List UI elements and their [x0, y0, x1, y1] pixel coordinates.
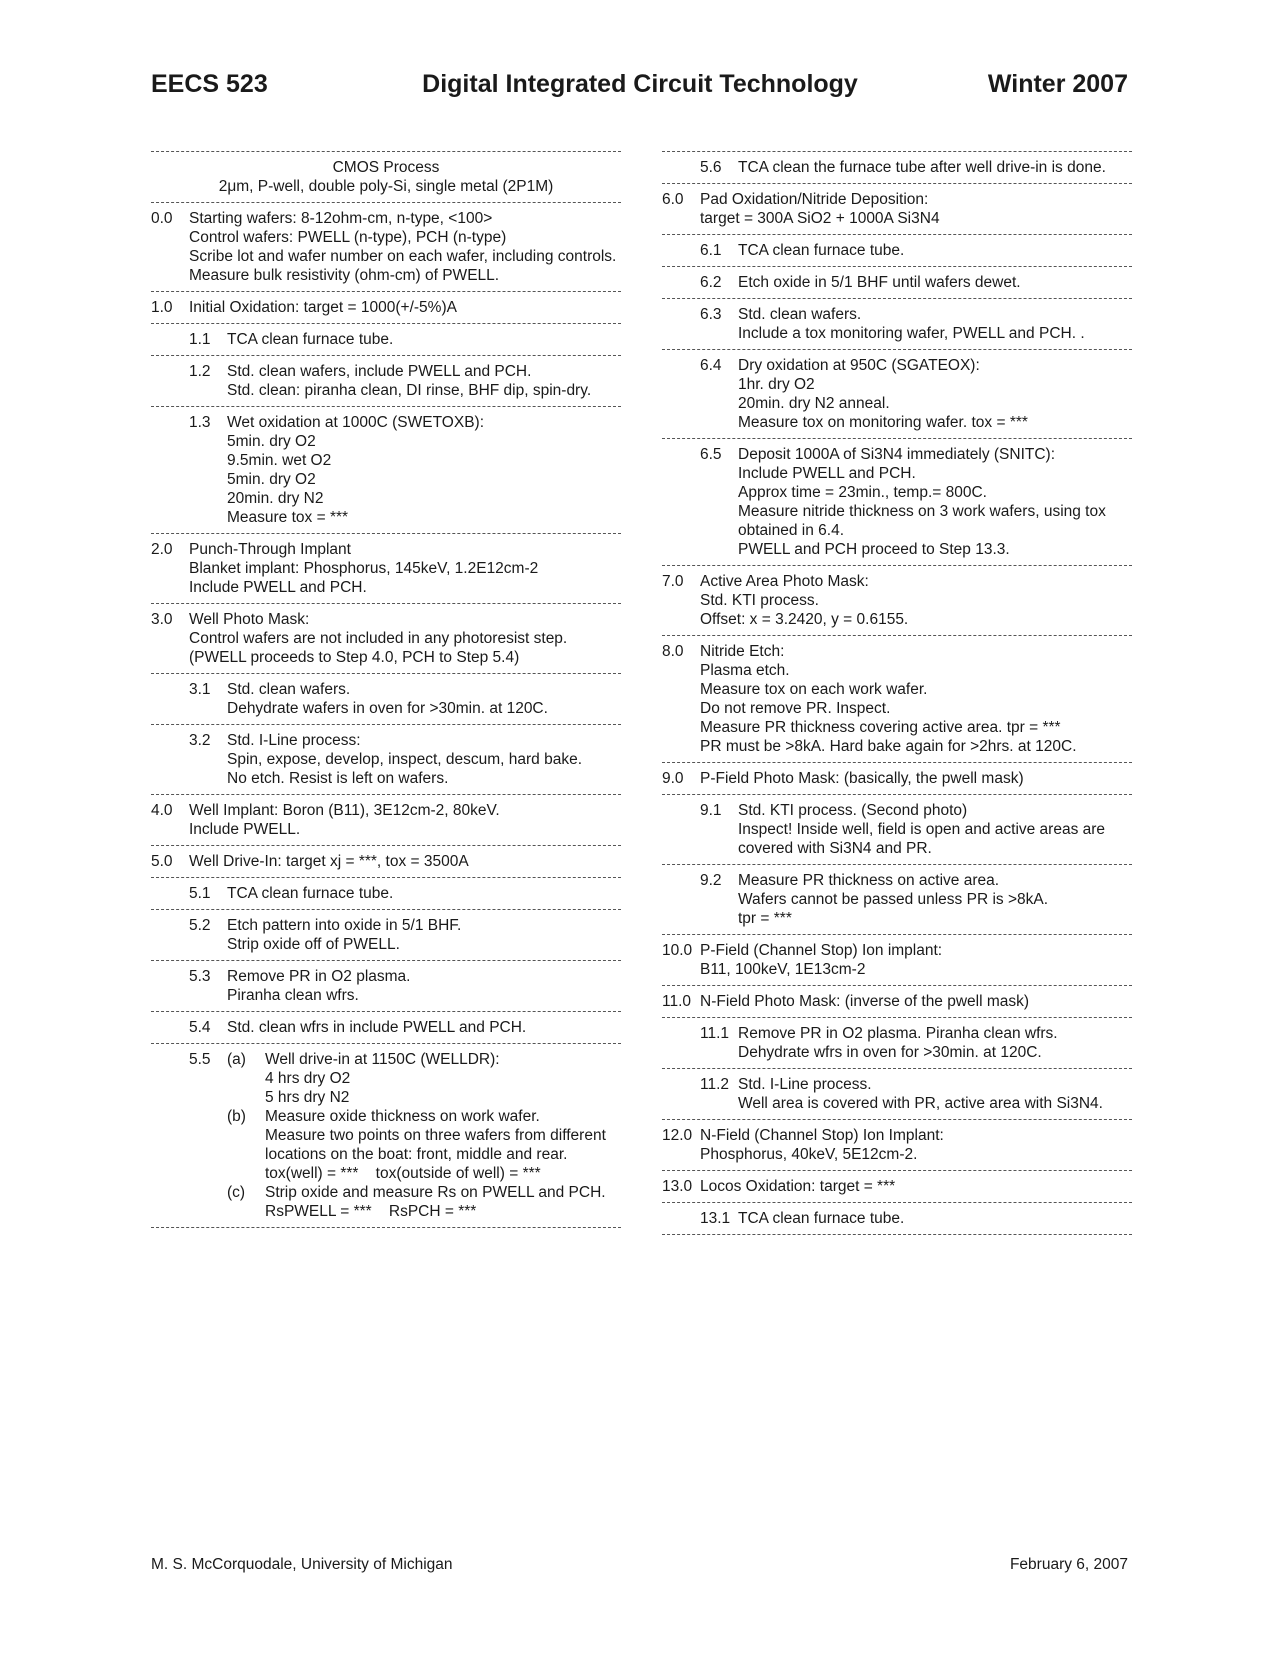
- step-number: 1.0: [151, 299, 173, 316]
- step-text: 1hr. dry O2: [738, 376, 815, 393]
- step-text: Std. clean wafers, include PWELL and PCH.: [227, 363, 532, 380]
- step-text: Well drive-in at 1150C (WELLDR):: [265, 1051, 500, 1068]
- step-4-0: [151, 795, 621, 845]
- step-text: Strip oxide and measure Rs on PWELL and PCH.: [265, 1184, 606, 1201]
- step-6-1: [662, 235, 1132, 266]
- step-text: Std. I-Line process.: [738, 1076, 872, 1093]
- step-number: 6.2: [700, 274, 722, 291]
- step-number: 3.2: [189, 732, 211, 749]
- step-text: Blanket implant: Phosphorus, 145keV, 1.2E12cm-2: [189, 560, 539, 577]
- step-text: TCA clean furnace tube.: [227, 331, 394, 348]
- step-number: 1.3: [189, 414, 211, 431]
- step-text: Strip oxide off of PWELL.: [227, 936, 400, 953]
- step-13-1: [662, 1203, 1132, 1234]
- step-3-2: [151, 725, 621, 794]
- step-5-0: [151, 846, 621, 877]
- step-text: RsPWELL = *** RsPCH = ***: [265, 1203, 477, 1220]
- step-text: Initial Oxidation: target = 1000(+/-5%)A: [189, 299, 457, 316]
- step-text: P-Field Photo Mask: (basically, the pwell mask): [700, 770, 1024, 787]
- step-text: 9.5min. wet O2: [227, 452, 332, 469]
- footer-date: February 6, 2007: [1009, 1556, 1128, 1573]
- step-text: PR must be >8kA. Hard bake again for >2hrs. at 120C.: [700, 738, 1077, 755]
- step-number: 13.1: [700, 1210, 731, 1227]
- step-number: 6.3: [700, 306, 722, 323]
- sub-label: (a): [227, 1051, 246, 1068]
- step-text: Include PWELL.: [189, 821, 301, 838]
- step-1-3: [151, 407, 621, 533]
- step-9-2: [662, 865, 1132, 934]
- step-text: Pad Oxidation/Nitride Deposition:: [700, 191, 929, 208]
- step-number: 6.5: [700, 446, 722, 463]
- step-number: 5.3: [189, 968, 211, 985]
- step-text: Measure two points on three wafers from different locations on the boat: front, middle and rear.: [265, 1127, 606, 1163]
- divider: [662, 1234, 1132, 1235]
- step-text: Measure nitride thickness on 3 work wafers, using tox obtained in 6.4.: [738, 503, 1106, 539]
- step-9-0: [662, 763, 1132, 794]
- step-text: Well Implant: Boron (B11), 3E12cm-2, 80keV.: [189, 802, 500, 819]
- process-title: [151, 152, 621, 202]
- process-subtitle: 2μm, P-well, double poly-Si, single metal (2P1M): [218, 178, 554, 195]
- step-text: Include PWELL and PCH.: [738, 465, 916, 482]
- step-0-0: [151, 203, 621, 291]
- step-number: 9.2: [700, 872, 722, 889]
- step-number: 13.0: [662, 1178, 693, 1195]
- step-text: Remove PR in O2 plasma.: [227, 968, 411, 985]
- right-column: [662, 151, 1132, 1235]
- step-text: Dehydrate wfrs in oven for >30min. at 120C.: [738, 1044, 1042, 1061]
- step-3-0: [151, 604, 621, 673]
- step-number: 10.0: [662, 942, 693, 959]
- step-text: Plasma etch.: [700, 662, 790, 679]
- step-number: 0.0: [151, 210, 173, 227]
- step-5-5: [151, 1044, 621, 1227]
- step-text: TCA clean furnace tube.: [227, 885, 394, 902]
- step-text: Measure oxide thickness on work wafer.: [265, 1108, 540, 1125]
- step-number: 1.2: [189, 363, 211, 380]
- step-6-3: [662, 299, 1132, 349]
- step-text: 4 hrs dry O2: [265, 1070, 351, 1087]
- step-number: 5.5: [189, 1051, 211, 1068]
- step-number: 3.0: [151, 611, 173, 628]
- page-title: Digital Integrated Circuit Technology: [422, 70, 858, 98]
- step-10-0: [662, 935, 1132, 985]
- step-number: 6.4: [700, 357, 722, 374]
- step-text: Std. I-Line process:: [227, 732, 361, 749]
- step-6-0: [662, 184, 1132, 234]
- step-text: tpr = ***: [738, 910, 792, 927]
- course-code: EECS 523: [151, 70, 268, 98]
- step-number: 11.2: [700, 1076, 730, 1093]
- step-number: 7.0: [662, 573, 684, 590]
- step-text: Std. clean wafers.: [738, 306, 862, 323]
- step-text: PWELL and PCH proceed to Step 13.3.: [738, 541, 1010, 558]
- step-number: 4.0: [151, 802, 173, 819]
- step-text: Starting wafers: 8-12ohm-cm, n-type, <100>: [189, 210, 493, 227]
- step-text: Do not remove PR. Inspect.: [700, 700, 891, 717]
- step-5-4: [151, 1012, 621, 1043]
- step-text: 5 hrs dry N2: [265, 1089, 350, 1106]
- step-5-2: [151, 910, 621, 960]
- step-text: N-Field (Channel Stop) Ion Implant:: [700, 1127, 944, 1144]
- step-text: Deposit 1000A of Si3N4 immediately (SNITC):: [738, 446, 1056, 463]
- divider: [151, 1227, 621, 1228]
- step-text: Wafers cannot be passed unless PR is >8kA.: [738, 891, 1049, 908]
- term: Winter 2007: [987, 70, 1128, 98]
- step-3-1: [151, 674, 621, 724]
- step-text: P-Field (Channel Stop) Ion implant:: [700, 942, 943, 959]
- step-2-0: [151, 534, 621, 603]
- step-text: Std. clean: piranha clean, DI rinse, BHF dip, spin-dry.: [227, 382, 592, 399]
- step-text: Approx time = 23min., temp.= 800C.: [738, 484, 987, 501]
- step-text: Dehydrate wafers in oven for >30min. at 120C.: [227, 700, 548, 717]
- step-number: 5.0: [151, 853, 173, 870]
- step-text: Std. KTI process.: [700, 592, 819, 609]
- step-text: Measure PR thickness on active area.: [738, 872, 1000, 889]
- step-text: No etch. Resist is left on wafers.: [227, 770, 449, 787]
- step-12-0: [662, 1120, 1132, 1170]
- step-text: Measure PR thickness covering active area. tpr = ***: [700, 719, 1061, 736]
- step-text: Piranha clean wfrs.: [227, 987, 359, 1004]
- step-text: Measure tox = ***: [227, 509, 349, 526]
- step-text: Scribe lot and wafer number on each wafer, including controls.: [189, 248, 617, 265]
- step-text: Well Drive-In: target xj = ***, tox = 3500A: [189, 853, 469, 870]
- step-11-1: [662, 1018, 1132, 1068]
- step-text: Remove PR in O2 plasma. Piranha clean wfrs.: [738, 1025, 1058, 1042]
- step-7-0: [662, 566, 1132, 635]
- step-number: 6.0: [662, 191, 684, 208]
- step-text: Std. clean wfrs in include PWELL and PCH.: [227, 1019, 527, 1036]
- step-text: Include PWELL and PCH.: [189, 579, 367, 596]
- step-text: TCA clean furnace tube.: [738, 242, 905, 259]
- step-text: Etch oxide in 5/1 BHF until wafers dewet.: [738, 274, 1021, 291]
- step-text: B11, 100keV, 1E13cm-2: [700, 961, 866, 978]
- step-text: Well Photo Mask:: [189, 611, 310, 628]
- step-number: 6.1: [700, 242, 722, 259]
- step-text: Control wafers: PWELL (n-type), PCH (n-type): [189, 229, 507, 246]
- step-text: 20min. dry N2: [227, 490, 324, 507]
- step-number: 11.0: [662, 993, 692, 1010]
- step-number: 5.2: [189, 917, 211, 934]
- step-1-0: [151, 292, 621, 323]
- step-13-0: [662, 1171, 1132, 1202]
- sub-label: (b): [227, 1108, 246, 1125]
- step-text: target = 300A SiO2 + 1000A Si3N4: [700, 210, 940, 227]
- step-text: Measure tox on each work wafer.: [700, 681, 928, 698]
- step-text: Include a tox monitoring wafer, PWELL and PCH. .: [738, 325, 1085, 342]
- step-text: TCA clean the furnace tube after well drive-in is done.: [738, 159, 1106, 176]
- step-number: 5.1: [189, 885, 211, 902]
- step-text: Phosphorus, 40keV, 5E12cm-2.: [700, 1146, 918, 1163]
- step-text: 5min. dry O2: [227, 471, 316, 488]
- step-text: Std. clean wafers.: [227, 681, 351, 698]
- step-text: Std. KTI process. (Second photo): [738, 802, 968, 819]
- step-5-1: [151, 878, 621, 909]
- step-6-2: [662, 267, 1132, 298]
- step-text: 5min. dry O2: [227, 433, 316, 450]
- step-6-5: [662, 439, 1132, 565]
- step-text: Locos Oxidation: target = ***: [700, 1178, 896, 1195]
- process-name: CMOS Process: [332, 159, 440, 176]
- step-text: Punch-Through Implant: [189, 541, 351, 558]
- step-number: 2.0: [151, 541, 173, 558]
- step-1-2: [151, 356, 621, 406]
- step-number: 12.0: [662, 1127, 693, 1144]
- step-text: Etch pattern into oxide in 5/1 BHF.: [227, 917, 462, 934]
- sub-label: (c): [227, 1184, 246, 1201]
- step-text: 20min. dry N2 anneal.: [738, 395, 890, 412]
- step-number: 5.4: [189, 1019, 211, 1036]
- step-text: Well area is covered with PR, active area with Si3N4.: [738, 1095, 1103, 1112]
- step-number: 3.1: [189, 681, 211, 698]
- step-11-2: [662, 1069, 1132, 1119]
- step-number: 11.1: [700, 1025, 730, 1042]
- step-6-4: [662, 350, 1132, 438]
- step-text: Offset: x = 3.2420, y = 0.6155.: [700, 611, 909, 628]
- step-text: N-Field Photo Mask: (inverse of the pwell mask): [700, 993, 1030, 1010]
- step-number: 5.6: [700, 159, 722, 176]
- step-1-1: [151, 324, 621, 355]
- step-11-0: [662, 986, 1132, 1017]
- step-text: Inspect! Inside well, field is open and active areas are covered with Si3N4 and PR.: [738, 821, 1106, 857]
- step-5-3: [151, 961, 621, 1011]
- step-number: 1.1: [189, 331, 211, 348]
- left-column: [151, 151, 621, 1228]
- step-text: Control wafers are not included in any photoresist step.: [189, 630, 568, 647]
- footer-author: M. S. McCorquodale, University of Michigan: [151, 1556, 453, 1573]
- step-9-1: [662, 795, 1132, 864]
- step-5-6: [662, 152, 1132, 183]
- step-text: Measure bulk resistivity (ohm-cm) of PWELL.: [189, 267, 500, 284]
- step-number: 9.0: [662, 770, 684, 787]
- step-text: TCA clean furnace tube.: [738, 1210, 905, 1227]
- step-text: (PWELL proceeds to Step 4.0, PCH to Step 5.4): [189, 649, 520, 666]
- step-text: Active Area Photo Mask:: [700, 573, 869, 590]
- step-number: 9.1: [700, 802, 722, 819]
- step-text: Wet oxidation at 1000C (SWETOXB):: [227, 414, 485, 431]
- step-text: Spin, expose, develop, inspect, descum, hard bake.: [227, 751, 582, 768]
- step-text: Measure tox on monitoring wafer. tox = ***: [738, 414, 1028, 431]
- step-8-0: [662, 636, 1132, 762]
- step-number: 8.0: [662, 643, 684, 660]
- step-text: Nitride Etch:: [700, 643, 785, 660]
- step-text: Dry oxidation at 950C (SGATEOX):: [738, 357, 980, 374]
- step-text: tox(well) = *** tox(outside of well) = ***: [265, 1165, 541, 1182]
